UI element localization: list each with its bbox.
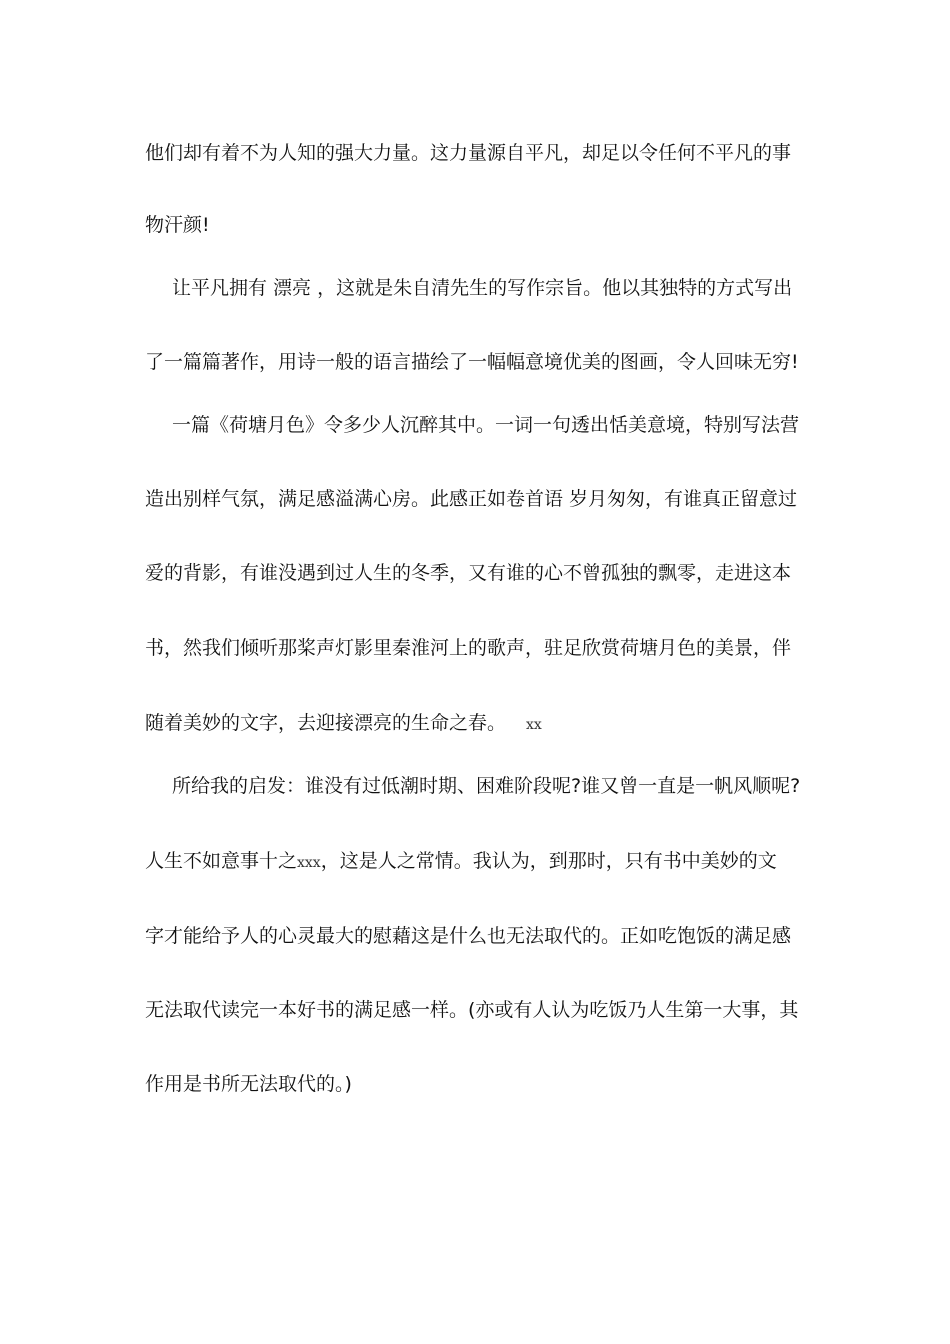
paragraph-line-6: 造出别样气氛，满足感溢满心房。此感正如卷首语 岁月匆匆，有谁真正留意过 <box>145 488 798 510</box>
paragraph-line-11-end: ，这是人之常情。我认为，到那时，只有书中美妙的文 <box>320 850 777 872</box>
paragraph-line-11-start: 人生不如意事十之 <box>145 850 298 872</box>
text-line-2: 物汗颜! <box>145 214 210 236</box>
paragraph-line-4: 了一篇篇著作，用诗一般的语言描绘了一幅幅意境优美的图画，令人回味无穷! <box>145 351 799 373</box>
paragraph-line-8: 书，然我们倾听那桨声灯影里秦淮河上的歌声，驻足欣赏荷塘月色的美景，伴 <box>145 637 792 659</box>
paragraph-line-12: 字才能给予人的心灵最大的慰藉这是什么也无法取代的。正如吃饱饭的满足感 <box>145 925 792 947</box>
paragraph-line-11 <box>145 844 810 878</box>
paragraph-line-13: 无法取代读完一本好书的满足感一样。(亦或有人认为吃饭乃人生第一大事，其 <box>145 999 799 1021</box>
paragraph-line-3: 让平凡拥有 漂亮 ，这就是朱自清先生的写作宗旨。他以其独特的方式写出 <box>172 277 793 299</box>
paragraph-line-9 <box>145 706 810 740</box>
paragraph-line-7: 爱的背影，有谁没遇到过人生的冬季，又有谁的心不曾孤独的飘零，走进这本 <box>145 562 792 584</box>
paragraph-line-10: 所给我的启发：谁没有过低潮时期、困难阶段呢?谁又曾一直是一帆风顺呢? <box>172 775 801 797</box>
placeholder-mark-xxx: xxx <box>297 855 321 871</box>
text-line-1: 他们却有着不为人知的强大力量。这力量源自平凡，却足以令任何不平凡的事 <box>145 142 792 164</box>
paragraph-line-5: 一篇《荷塘月色》令多少人沉醉其中。一词一句透出恬美意境，特别写法营 <box>172 414 800 436</box>
placeholder-mark-xx: xx <box>526 717 542 733</box>
paragraph-line-14: 作用是书所无法取代的。) <box>145 1073 352 1095</box>
paragraph-line-9-text: 随着美妙的文字，去迎接漂亮的生命之春。 <box>145 712 507 734</box>
